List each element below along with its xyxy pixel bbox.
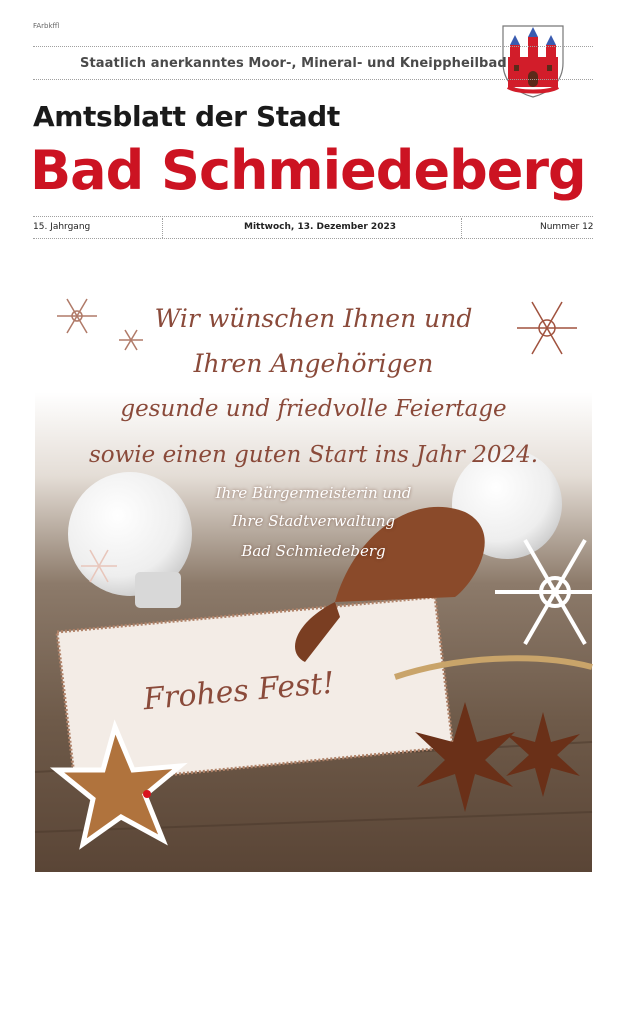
divider <box>33 216 593 217</box>
greeting-line3: gesunde und friedvolle Feiertage <box>120 396 507 422</box>
issue-date: Mittwoch, 13. Dezember 2023 <box>244 222 396 232</box>
divider <box>33 79 593 80</box>
signature-line2: Ihre Stadtverwaltung <box>231 512 396 530</box>
issue-number: Nummer 12 <box>540 222 594 232</box>
divider <box>33 46 593 47</box>
greeting-line2: Ihren Angehörigen <box>193 349 434 378</box>
photo-credit: Foto: Bella-Artworks - Fotolia <box>554 991 586 1023</box>
christmas-photo <box>35 272 592 1023</box>
volume-label: 15. Jahrgang <box>33 222 91 232</box>
divider <box>461 218 462 238</box>
signature-line3: Bad Schmiedeberg <box>241 542 386 560</box>
signature-line1: Ihre Bürgermeisterin und <box>215 484 412 502</box>
page-title-line2: Bad Schmiedeberg <box>30 139 586 202</box>
greeting-line4: sowie einen guten Start ins Jahr 2024. <box>88 442 539 468</box>
divider <box>33 238 593 239</box>
page-title-line1: Amtsblatt der Stadt <box>33 100 340 133</box>
tiny-label: FArbkffl <box>33 22 60 30</box>
town-crest-icon <box>500 23 566 99</box>
spa-subtitle: Staatlich anerkanntes Moor-, Mineral- und Kneippheilbad <box>80 56 507 71</box>
card-text: Frohes Fest! <box>141 665 336 718</box>
greeting-line1: Wir wünschen Ihnen und <box>154 304 473 333</box>
divider <box>162 218 163 238</box>
